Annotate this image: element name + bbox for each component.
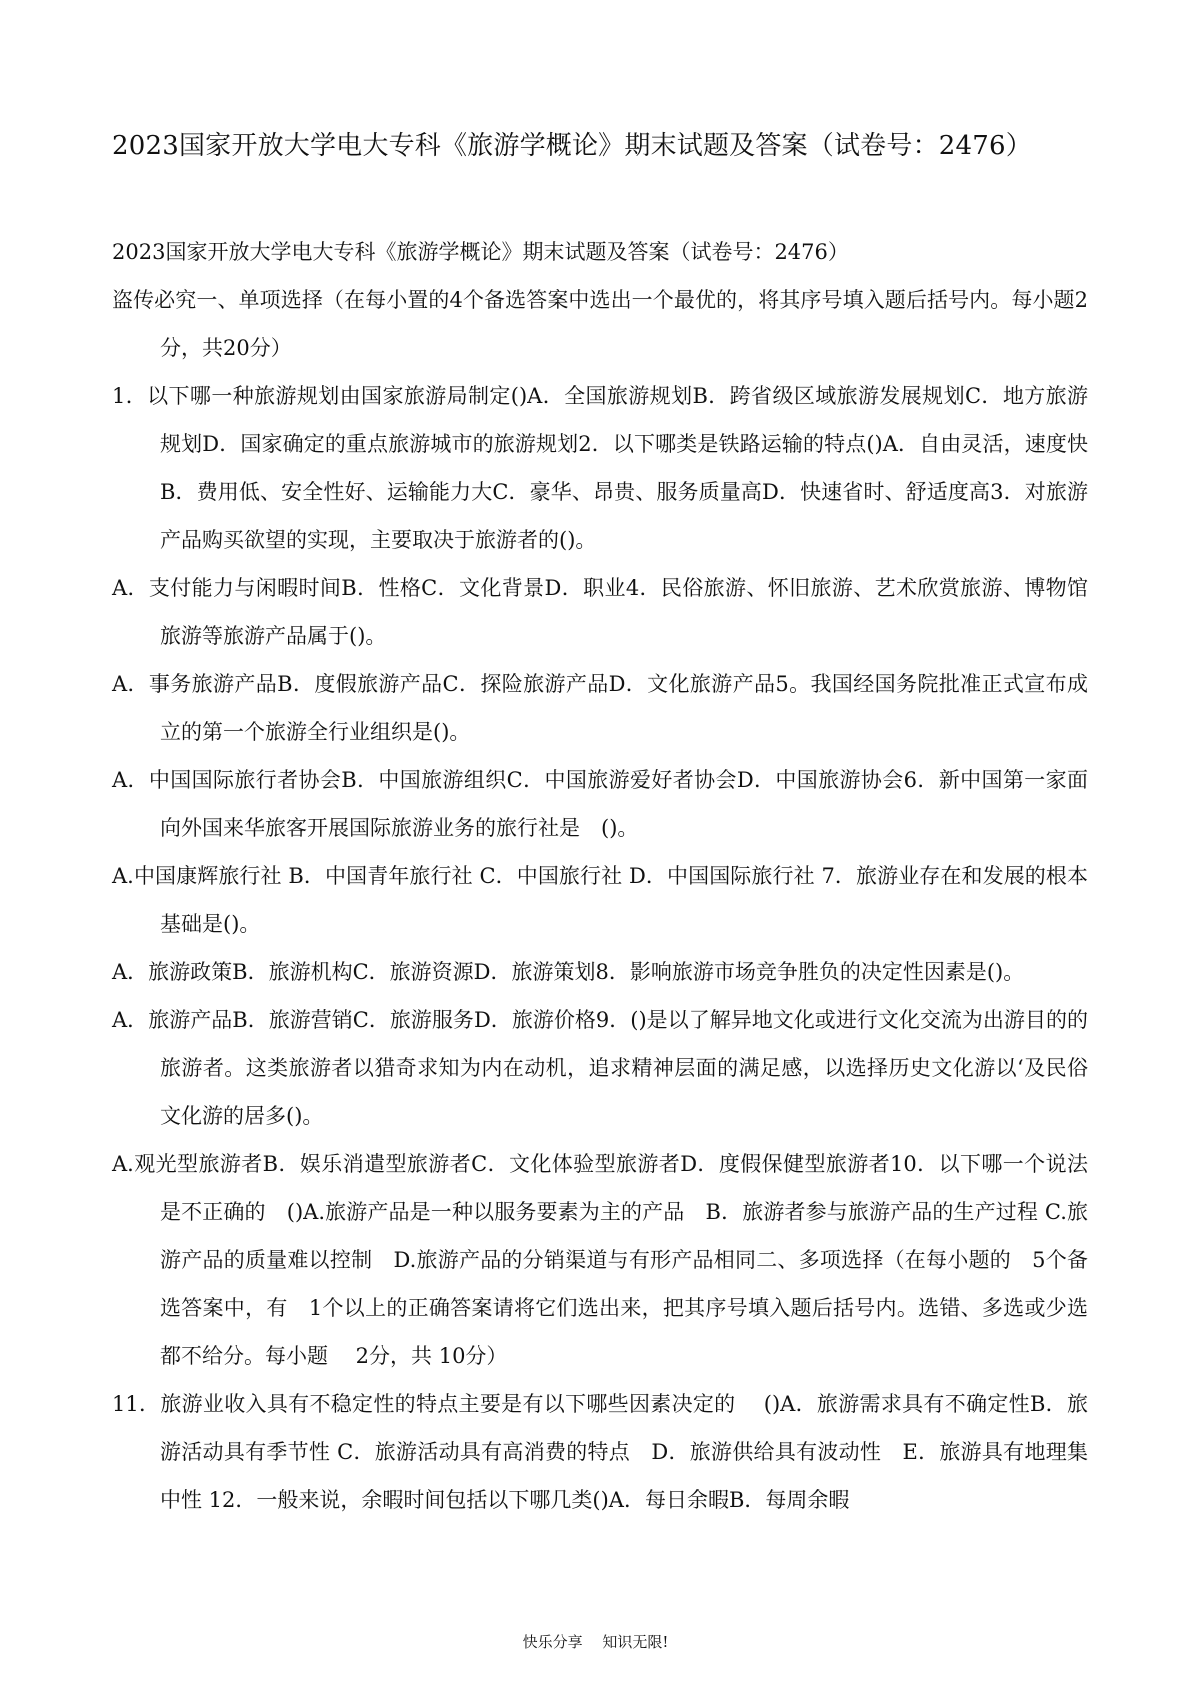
question-paragraph: A．旅游产品B．旅游营销C．旅游服务D．旅游价格9．()是以了解异地文化或进行文化交流为出游目的的旅游者。这类旅游者以猎奇求知为内在动机，追求精神层面的满足感，以选择历史文化游以‘及民俗文化游的居多()。: [112, 1008, 1088, 1128]
question-paragraph: A.观光型旅游者B．娱乐消遣型旅游者C．文化体验型旅游者D．度假保健型旅游者10．以下哪一个说法是不正确的 ()A.旅游产品是一种以服务要素为主的产品 B．旅游者参与旅游产品的生产过程 C.旅游产品的质量难以控制 D.旅游产品的分销渠道与有形产品相同二、多项选择（在每小题的 5个备选答案中，有 1个以上的正确答案请将它们选出来，把其序号填入题后括号内。选错、多选或少选都不给分。每小题 2分，共 10分）: [112, 1152, 1088, 1368]
document-body: [112, 228, 1088, 1524]
question-paragraph: A．中国国际旅行者协会B．中国旅游组织C．中国旅游爱好者协会D．中国旅游协会6．新中国第一家面向外国来华旅客开展国际旅游业务的旅行社是 ()。: [112, 768, 1088, 840]
question-paragraph: A.中国康辉旅行社 B．中国青年旅行社 C．中国旅行社 D．中国国际旅行社 7．旅游业存在和发展的根本基础是()。: [112, 864, 1088, 936]
question-paragraph: A．支付能力与闲暇时间B．性格C．文化背景D．职业4．民俗旅游、怀旧旅游、艺术欣赏旅游、博物馆旅游等旅游产品属于()。: [112, 576, 1089, 648]
body-heading: 2023国家开放大学电大专科《旅游学概论》期末试题及答案（试卷号：2476）: [112, 240, 849, 264]
page-footer: 快乐分享 知识无限!: [522, 1633, 669, 1651]
question-paragraph: 1．以下哪一种旅游规划由国家旅游局制定()A．全国旅游规划B．跨省级区域旅游发展规划C．地方旅游规划D．国家确定的重点旅游城市的旅游规划2．以下哪类是铁路运输的特点()A．自由灵活，速度快B．费用低、安全性好、运输能力大C．豪华、昂贵、服务质量高D．快速省时、舒适度高3．对旅游产品购买欲望的实现，主要取决于旅游者的()。: [112, 384, 1088, 552]
document-title: 2023国家开放大学电大专科《旅游学概论》期末试题及答案（试卷号：2476）: [112, 131, 1032, 161]
question-paragraph: A．事务旅游产品B．度假旅游产品C．探险旅游产品D．文化旅游产品5。我国经国务院批准正式宣布成立的第一个旅游全行业组织是()。: [112, 672, 1088, 744]
section-instructions: 盗传必究一、单项选择（在每小置的4个备选答案中选出一个最优的，将其序号填入题后括号内。每小题2分，共20分）: [112, 288, 1088, 360]
question-paragraph: 11．旅游业收入具有不稳定性的特点主要是有以下哪些因素决定的 ()A．旅游需求具有不确定性B．旅游活动具有季节性 C．旅游活动具有高消费的特点 D．旅游供给具有波动性 E．旅游具有地理集中性 12．一般来说，余暇时间包括以下哪几类()A．每日余暇B．每周余暇: [112, 1392, 1088, 1512]
question-paragraph: A．旅游政策B．旅游机构C．旅游资源D．旅游策划8．影响旅游市场竞争胜负的决定性因素是()。: [112, 960, 1025, 984]
